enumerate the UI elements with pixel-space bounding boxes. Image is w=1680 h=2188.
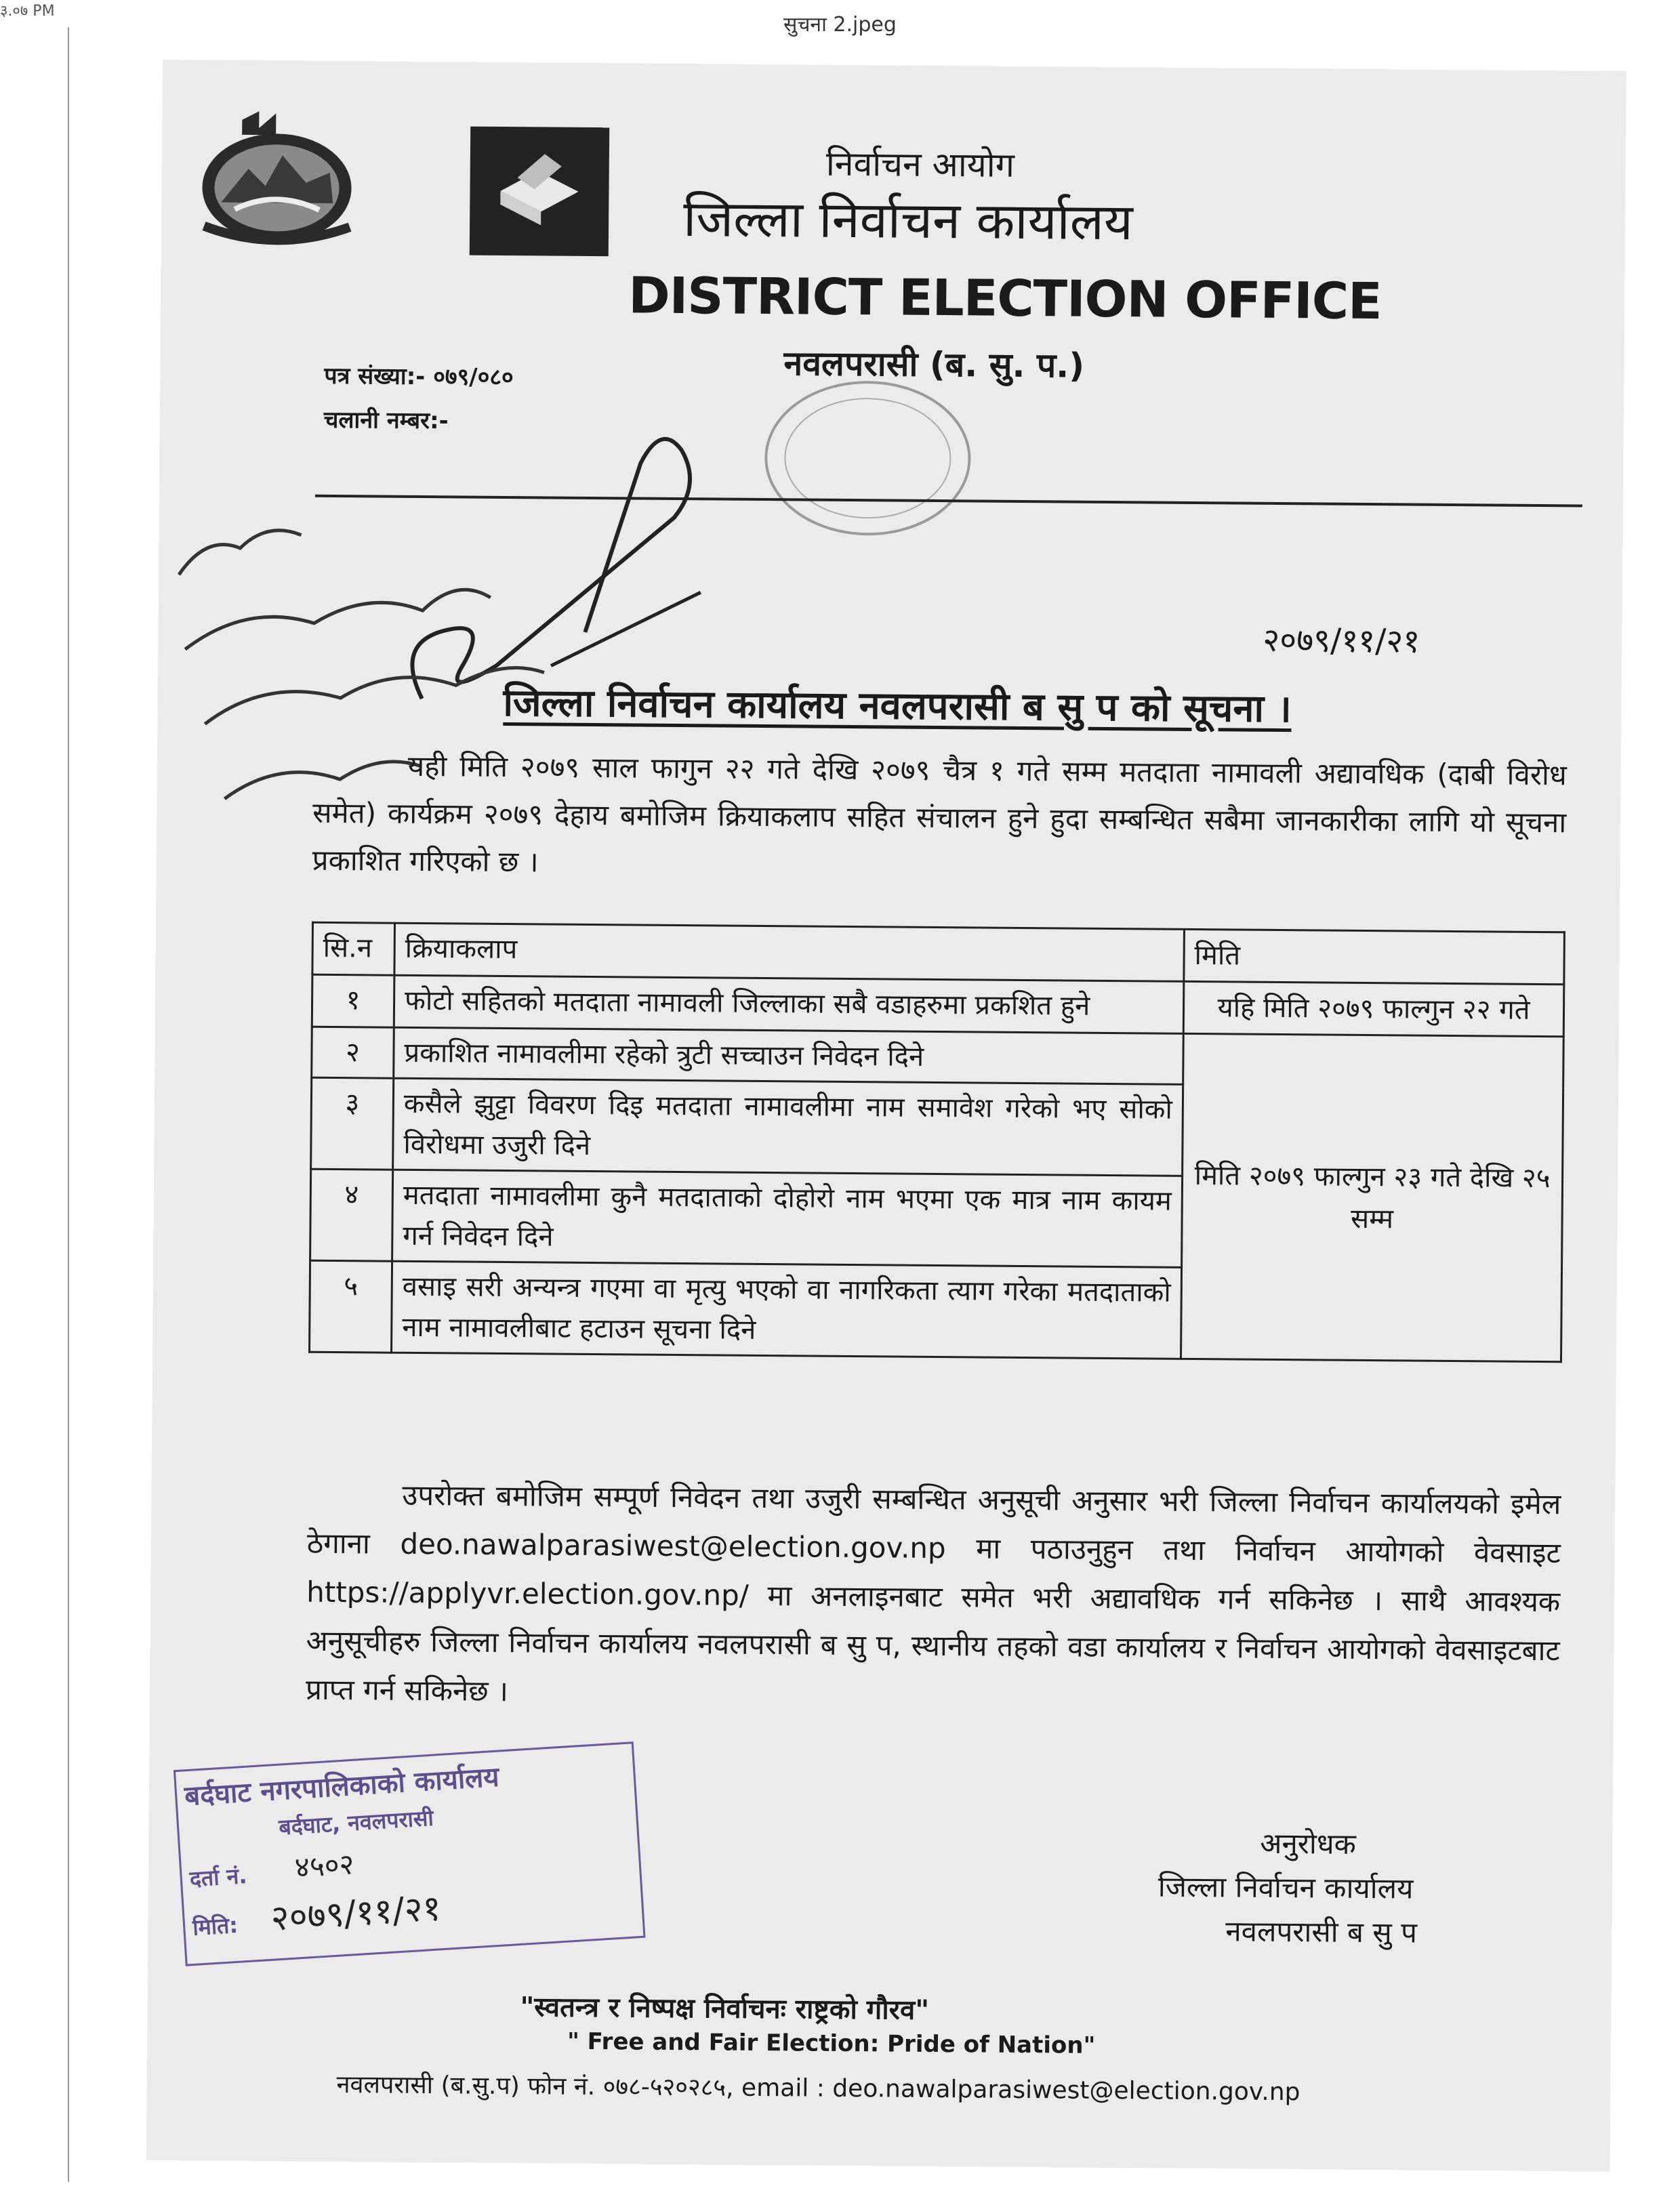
row-serial: १ xyxy=(312,974,394,1027)
office-name-nepali: जिल्ला निर्वाचन कार्यालय xyxy=(682,190,1134,252)
contact-line: नवलपरासी (ब.सु.प) फोन नं. ०७८-५२०२८५, email : deo.nawalparasiwest@election.gov.np xyxy=(336,2071,1300,2107)
header-date: मिति xyxy=(1184,929,1565,984)
closing-paragraph: उपरोक्त बमोजिम सम्पूर्ण निवेदन तथा उजुरी सम्बन्धित अनुसूची अनुसार भरी जिल्ला निर्वाचन कार्यालयको इमेल ठेगाना deo.nawalparasiwest@election.gov.np मा पठाउनुहुन तथा निर्वाचन आयोगको वेवसाइट https://applyvr.election.gov.np/ मा अनलाइनबाट समेत भरी अद्यावधिक गर्न सकिनेछ । साथै आवश्यक अनुसूचीहरु जिल्ला निर्वाचन कार्यालय नवलपरासी ब सु प, स्थानीय तहको वडा कार्यालय र निर्वाचन आयोगको वेवसाइटबाट प्राप्त गर्न सकिनेछ । xyxy=(305,1478,1561,1708)
registration-stamp xyxy=(173,1741,646,1966)
stamp-date-label: मिति: xyxy=(192,1912,239,1941)
row-activity: प्रकाशित नामावलीमा रहेको त्रुटी सच्चाउन निवेदन दिने xyxy=(394,1027,1184,1084)
closing-text xyxy=(306,1470,1561,1725)
notice-title: जिल्ला निर्वाचन कार्यालय नवलपरासी ब सु प को सूचना । xyxy=(503,680,1292,732)
ballot-box-icon xyxy=(470,127,609,257)
corner-mark: ३.०७ PM xyxy=(0,3,55,20)
schedule-table xyxy=(308,922,1565,1363)
government-emblem-icon xyxy=(194,107,361,247)
scanned-notice-sheet xyxy=(146,60,1626,2172)
stamp-address: बर्दघाट, नवलपरासी xyxy=(278,1804,434,1840)
row-date-group-1: यहि मिति २०७९ फाल्गुन २२ गते xyxy=(1183,981,1564,1036)
district-name: नवलपरासी (ब. सु. प.) xyxy=(783,344,1085,386)
letter-number: पत्र संख्या:- ०७९/०८० xyxy=(324,362,514,392)
signature-office: जिल्ला निर्वाचन कार्यालय xyxy=(1157,1870,1414,1905)
dispatch-number: चलानी नम्बर:- xyxy=(323,406,449,435)
table-row xyxy=(312,974,1564,1037)
file-title: सुचना 2.jpeg xyxy=(783,13,897,37)
header-activity: क्रियाकलाप xyxy=(394,923,1185,981)
stamp-reg-number: ४५०२ xyxy=(293,1847,355,1884)
motto-nepali: "स्वतन्त्र र निष्पक्ष निर्वाचनः राष्ट्रको गौरव" xyxy=(520,1991,930,2026)
row-serial: ३ xyxy=(311,1077,394,1170)
row-serial: ५ xyxy=(310,1260,392,1353)
row-serial: ४ xyxy=(310,1169,393,1261)
row-activity: कसैले झुट्टा विवरण दिइ मतदाता नामावलीमा नाम समावेश गरेको भए सोको विरोधमा उजुरी दिने xyxy=(393,1078,1183,1176)
signature-requester: अनुरोधक xyxy=(1260,1826,1357,1861)
row-activity: फोटो सहितको मतदाता नामावली जिल्लाका सबै वडाहरुमा प्रकशित हुने xyxy=(394,975,1184,1033)
stamp-reg-label: दर्ता नं. xyxy=(188,1862,248,1893)
intro-paragraph: यही मिति २०७९ साल फागुन २२ गते देखि २०७९ चैत्र १ गते सम्म मतदाता नामावली अद्यावधिक (दाबी विरोध समेत) कार्यक्रम २०७९ देहाय बमोजिम क्रियाकलाप सहित संचालन हुने हुदा सम्बन्धित सबैमा जानकारीका लागि यो सूचना प्रकाशित गरिएको छ । xyxy=(312,749,1567,879)
motto-english: " Free and Fair Election: Pride of Nation" xyxy=(567,2027,1096,2059)
stamp-title: बर्दघाट नगरपालिकाको कार्यालय xyxy=(183,1761,500,1813)
signature-district: नवलपरासी ब सु प xyxy=(1225,1914,1418,1949)
row-date-group-2: मिति २०७९ फाल्गुन २३ गते देखि २५ सम्म xyxy=(1181,1033,1563,1361)
notice-date: २०७९/११/२१ xyxy=(1263,621,1420,661)
commission-name: निर्वाचन आयोग xyxy=(825,144,1015,185)
election-commission-logo xyxy=(470,127,609,257)
office-name-english: DISTRICT ELECTION OFFICE xyxy=(628,266,1382,331)
table-row xyxy=(312,1027,1564,1088)
row-serial: २ xyxy=(312,1027,394,1078)
office-seal-stamp xyxy=(755,373,980,544)
page-edge-rule xyxy=(68,27,69,2182)
table-header-row xyxy=(312,922,1565,985)
stamp-date: २०७९/११/२१ xyxy=(269,1888,443,1939)
notice-intro xyxy=(312,742,1567,894)
row-activity: मतदाता नामावलीमा कुनै मतदाताको दोहोरो नाम भएमा एक मात्र नाम कायम गर्न निवेदन दिने xyxy=(392,1170,1183,1267)
header-serial: सि.न xyxy=(312,922,395,975)
row-activity: वसाइ सरी अन्यन्त्र गएमा वा मृत्यु भएको वा नागरिकता त्याग गरेका मतदाताको नाम नामावलीबाट हटाउन सूचना दिने xyxy=(392,1261,1182,1359)
